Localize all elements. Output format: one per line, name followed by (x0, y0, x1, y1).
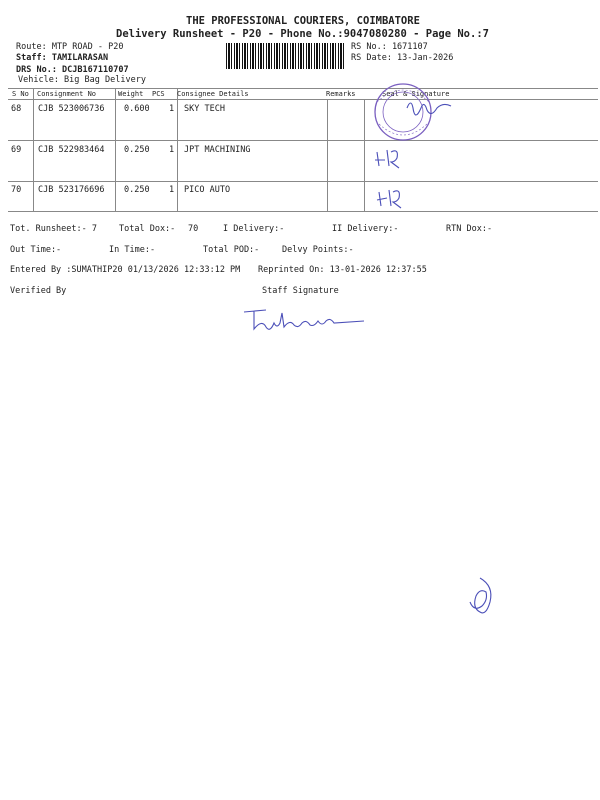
table-bottom-border (8, 211, 598, 212)
row-consignee: PICO AUTO (184, 185, 231, 195)
row-pcs: 1 (169, 104, 175, 114)
company-title: THE PROFESSIONAL COURIERS, COIMBATORE (186, 15, 420, 27)
rs-date: RS Date: 13-Jan-2026 (351, 53, 454, 63)
delvy-points: Delvy Points:- (282, 245, 354, 255)
row-sno: 69 (11, 145, 22, 155)
delivery-stamp-and-signatures (355, 80, 465, 220)
header-consignment: Consignment No (37, 90, 97, 98)
barcode-image (226, 43, 344, 69)
staff-signature (240, 306, 380, 336)
rs-number: RS No.: 1671107 (351, 42, 428, 52)
row-consignee: SKY TECH (184, 104, 225, 114)
rtn-dox: RTN Dox:- (446, 224, 493, 234)
row-sno: 68 (11, 104, 22, 114)
route-label: Route: MTP ROAD - P20 (16, 42, 124, 52)
reprinted-on: Reprinted On: 13-01-2026 12:37:55 (258, 265, 427, 275)
row-pcs: 1 (169, 145, 175, 155)
total-dox-value: 70 (188, 224, 199, 234)
entered-by: Entered By :SUMATHIP20 01/13/2026 12:33:12 PM (10, 265, 241, 275)
row-consignment: CJB 522983464 (38, 145, 105, 155)
row-consignment: CJB 523176696 (38, 185, 105, 195)
header-sno: S No (12, 90, 29, 98)
header-consignee: Consignee Details (177, 90, 249, 98)
initials-scribble (377, 190, 401, 208)
i-delivery: I Delivery:- (223, 224, 285, 234)
out-time: Out Time:- (10, 245, 62, 255)
initials-scribble (375, 150, 399, 168)
verified-by: Verified By (10, 286, 67, 296)
header-remarks: Remarks (326, 90, 356, 98)
ii-delivery: II Delivery:- (332, 224, 399, 234)
row-weight: 0.250 (124, 185, 150, 195)
row-pcs: 1 (169, 185, 175, 195)
column-divider (33, 88, 34, 211)
header-weight: Weight (118, 90, 144, 98)
header-seal-signature: Seal & Signature (382, 90, 450, 98)
column-divider (115, 88, 116, 211)
row-consignee: JPT MACHINING (184, 145, 251, 155)
row-weight: 0.250 (124, 145, 150, 155)
row-divider (8, 181, 598, 182)
column-divider (327, 99, 328, 211)
row-sno: 70 (11, 185, 22, 195)
drs-number: DRS No.: DCJB167110707 (16, 65, 129, 75)
column-divider (177, 88, 178, 211)
total-pod: Total POD:- (203, 245, 260, 255)
signature-scribble (407, 103, 451, 115)
vehicle-label: Vehicle: Big Bag Delivery (18, 75, 146, 85)
row-weight: 0.600 (124, 104, 150, 114)
company-stamp (375, 84, 431, 140)
table-header-border (8, 99, 598, 100)
row-consignment: CJB 523006736 (38, 104, 105, 114)
header-pcs: PCS (152, 90, 165, 98)
total-dox-label: Total Dox:- (119, 224, 176, 234)
tot-runsheet: Tot. Runsheet:- 7 (10, 224, 97, 234)
pen-mark (462, 574, 498, 618)
in-time: In Time:- (109, 245, 156, 255)
table-top-border (8, 88, 598, 89)
runsheet-subtitle: Delivery Runsheet - P20 - Phone No.:9047080280 - Page No.:7 (116, 28, 489, 40)
row-divider (8, 140, 598, 141)
staff-signature-label: Staff Signature (262, 286, 339, 296)
staff-label: Staff: TAMILARASAN (16, 53, 109, 63)
